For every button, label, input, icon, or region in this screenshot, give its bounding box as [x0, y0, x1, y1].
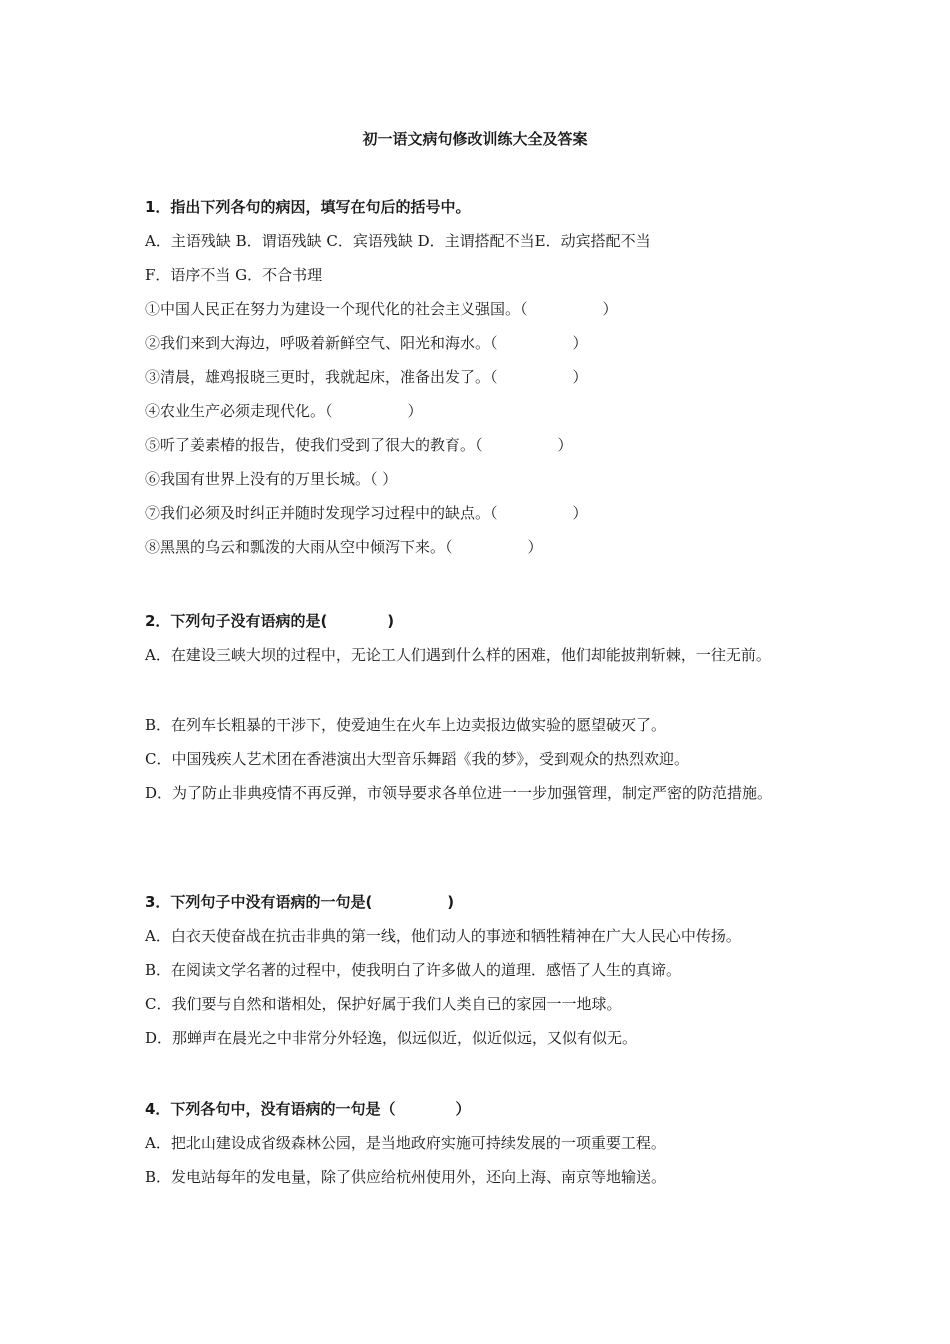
question-heading: 3．下列句子中没有语病的一句是( ) — [145, 893, 455, 911]
sentence-item: ⑥我国有世界上没有的万里长城。（ ） — [145, 470, 398, 488]
answer-option: C．中国残疾人艺术团在香港演出大型音乐舞蹈《我的梦》，受到观众的热烈欢迎。 — [145, 750, 689, 768]
option-line: F．语序不当 G．不合书理 — [145, 266, 323, 284]
answer-option: D．那蝉声在晨光之中非常分外轻逸，似远似近，似近似远，又似有似无。 — [145, 1029, 638, 1047]
answer-option: B．在阅读文学名著的过程中，使我明白了许多做人的道理．感悟了人生的真谛。 — [145, 961, 682, 979]
answer-option: B．在列车长粗暴的干涉下，使爱迪生在火车上边卖报边做实验的愿望破灭了。 — [145, 716, 667, 734]
answer-option: A．把北山建设成省级森林公园，是当地政府实施可持续发展的一项重要工程。 — [145, 1134, 666, 1152]
sentence-item: ①中国人民正在努力为建设一个现代化的社会主义强国。（ ） — [145, 300, 618, 318]
option-line: A．主语残缺 B．谓语残缺 C．宾语残缺 D．主谓搭配不当E．动宾搭配不当 — [145, 232, 651, 250]
answer-option: D．为了防止非典疫情不再反弹，市领导要求各单位进一一步加强管理，制定严密的防范措施。 — [145, 784, 773, 802]
question-heading: 4．下列各句中，没有语病的一句是（ ） — [145, 1100, 471, 1118]
answer-option: C．我们要与自然和谐相处，保护好属于我们人类自已的家园一一地球。 — [145, 995, 622, 1013]
page-title: 初一语文病句修改训练大全及答案 — [362, 130, 588, 148]
question-heading: 2．下列句子没有语病的是( ) — [145, 612, 395, 630]
sentence-item: ⑦我们必须及时纠正并随时发现学习过程中的缺点。（ ） — [145, 504, 588, 522]
question-3 — [145, 891, 815, 1061]
question-heading: 1．指出下列各句的病因，填写在句后的括号中。 — [145, 198, 471, 216]
question-1 — [145, 196, 815, 570]
question-2 — [145, 610, 815, 852]
answer-option: A．在建设三峡大坝的过程中，无论工人们遇到什么样的困难，他们却能披荆斩棘，一往无前。 — [145, 646, 771, 664]
sentence-item: ⑤听了姜素椿的报告，使我们受到了很大的教育。（ ） — [145, 436, 573, 454]
question-4 — [145, 1098, 815, 1200]
sentence-item: ⑧黑黑的乌云和瓢泼的大雨从空中倾泻下来。（ ） — [145, 538, 543, 556]
sentence-item: ②我们来到大海边，呼吸着新鲜空气、阳光和海水。（ ） — [145, 334, 588, 352]
answer-option: A．白衣天使奋战在抗击非典的第一线，他们动人的事迹和牺牲精神在广大人民心中传扬。 — [145, 927, 741, 945]
answer-option: B．发电站每年的发电量，除了供应给杭州使用外，还向上海、南京等地输送。 — [145, 1168, 667, 1186]
sentence-item: ④农业生产必须走现代化。（ ） — [145, 402, 423, 420]
sentence-item: ③清晨，雄鸡报晓三更时，我就起床，准备出发了。（ ） — [145, 368, 588, 386]
